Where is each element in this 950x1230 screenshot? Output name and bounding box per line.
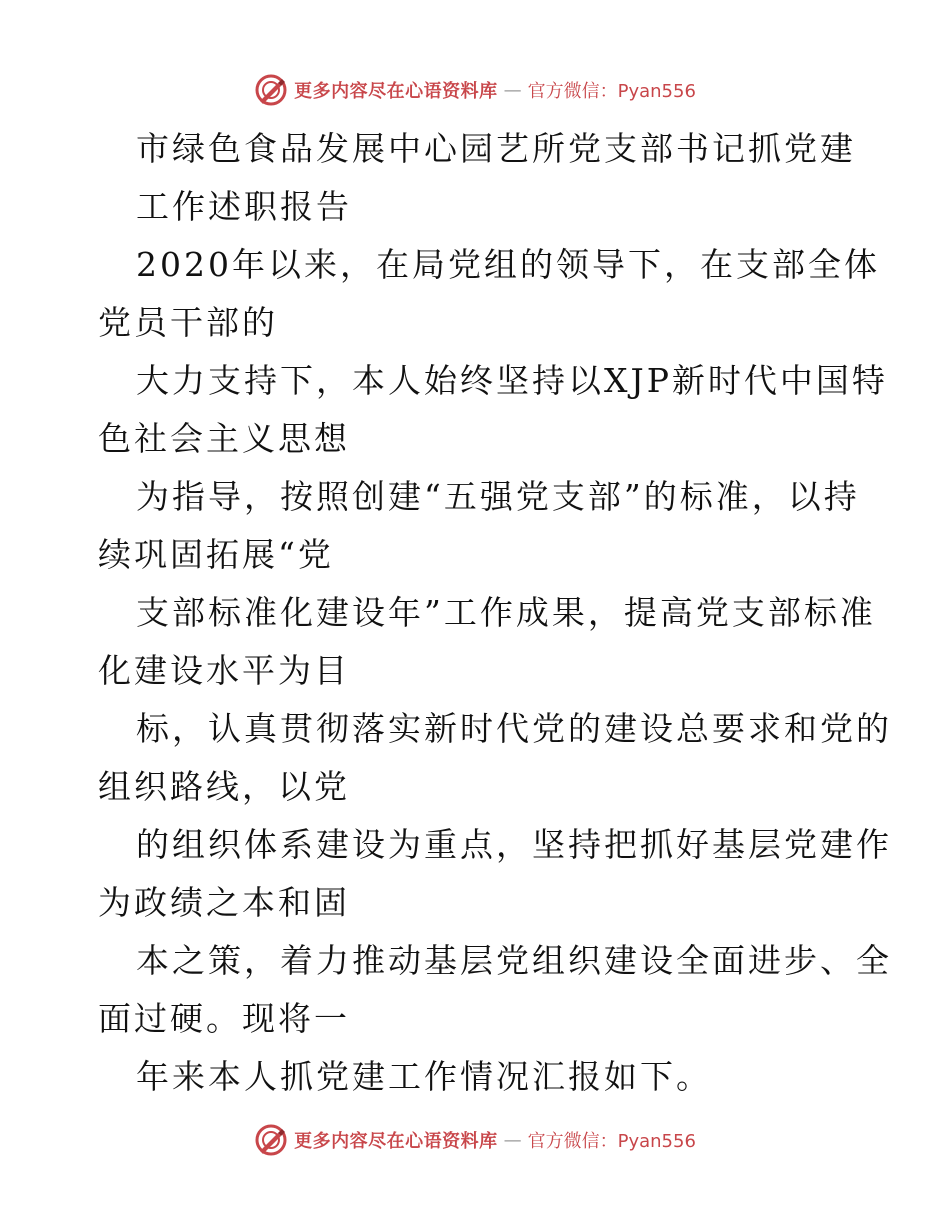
text-line: 为指导，按照创建“五强党支部”的标准，以持: [136, 477, 860, 516]
text-line: 组织路线，以党: [98, 767, 350, 806]
title-line-1: 市绿色食品发展中心园艺所党支部书记抓党建: [136, 129, 856, 168]
footer-watermark-wechat: 官方微信：Pyan556: [527, 1131, 696, 1152]
pen-logo-icon: [254, 73, 288, 107]
document-body: [98, 120, 892, 1106]
text-line: 党员干部的: [98, 303, 278, 342]
text-line: 的组织体系建设为重点，坚持把抓好基层党建作: [136, 825, 892, 864]
header-watermark-separator: —: [503, 79, 522, 101]
footer-watermark: [0, 1120, 950, 1160]
footer-watermark-text: 更多内容尽在心语资料库: [294, 1131, 498, 1152]
text-line: 续巩固拓展“党: [98, 535, 334, 574]
text-line: 支部标准化建设年”工作成果，提高党支部标准: [136, 593, 876, 632]
text-line: 面过硬。现将一: [98, 999, 350, 1038]
text-line: 化建设水平为目: [98, 651, 350, 690]
text-line: 色社会主义思想: [98, 419, 350, 458]
text-line: 2020年以来，在局党组的领导下，在支部全体: [136, 245, 880, 284]
title-line-2: 工作述职报告: [136, 187, 352, 226]
text-line: 大力支持下，本人始终坚持以XJP新时代中国特: [136, 361, 888, 400]
header-watermark: [0, 70, 950, 110]
text-line: 标，认真贯彻落实新时代党的建设总要求和党的: [136, 709, 892, 748]
text-line: 为政绩之本和固: [98, 883, 350, 922]
text-line: 年来本人抓党建工作情况汇报如下。: [136, 1057, 712, 1096]
header-watermark-wechat: 官方微信：Pyan556: [527, 81, 696, 102]
header-watermark-text: 更多内容尽在心语资料库: [294, 81, 498, 102]
footer-watermark-separator: —: [503, 1129, 522, 1151]
text-line: 本之策，着力推动基层党组织建设全面进步、全: [136, 941, 892, 980]
pen-logo-icon: [254, 1123, 288, 1157]
